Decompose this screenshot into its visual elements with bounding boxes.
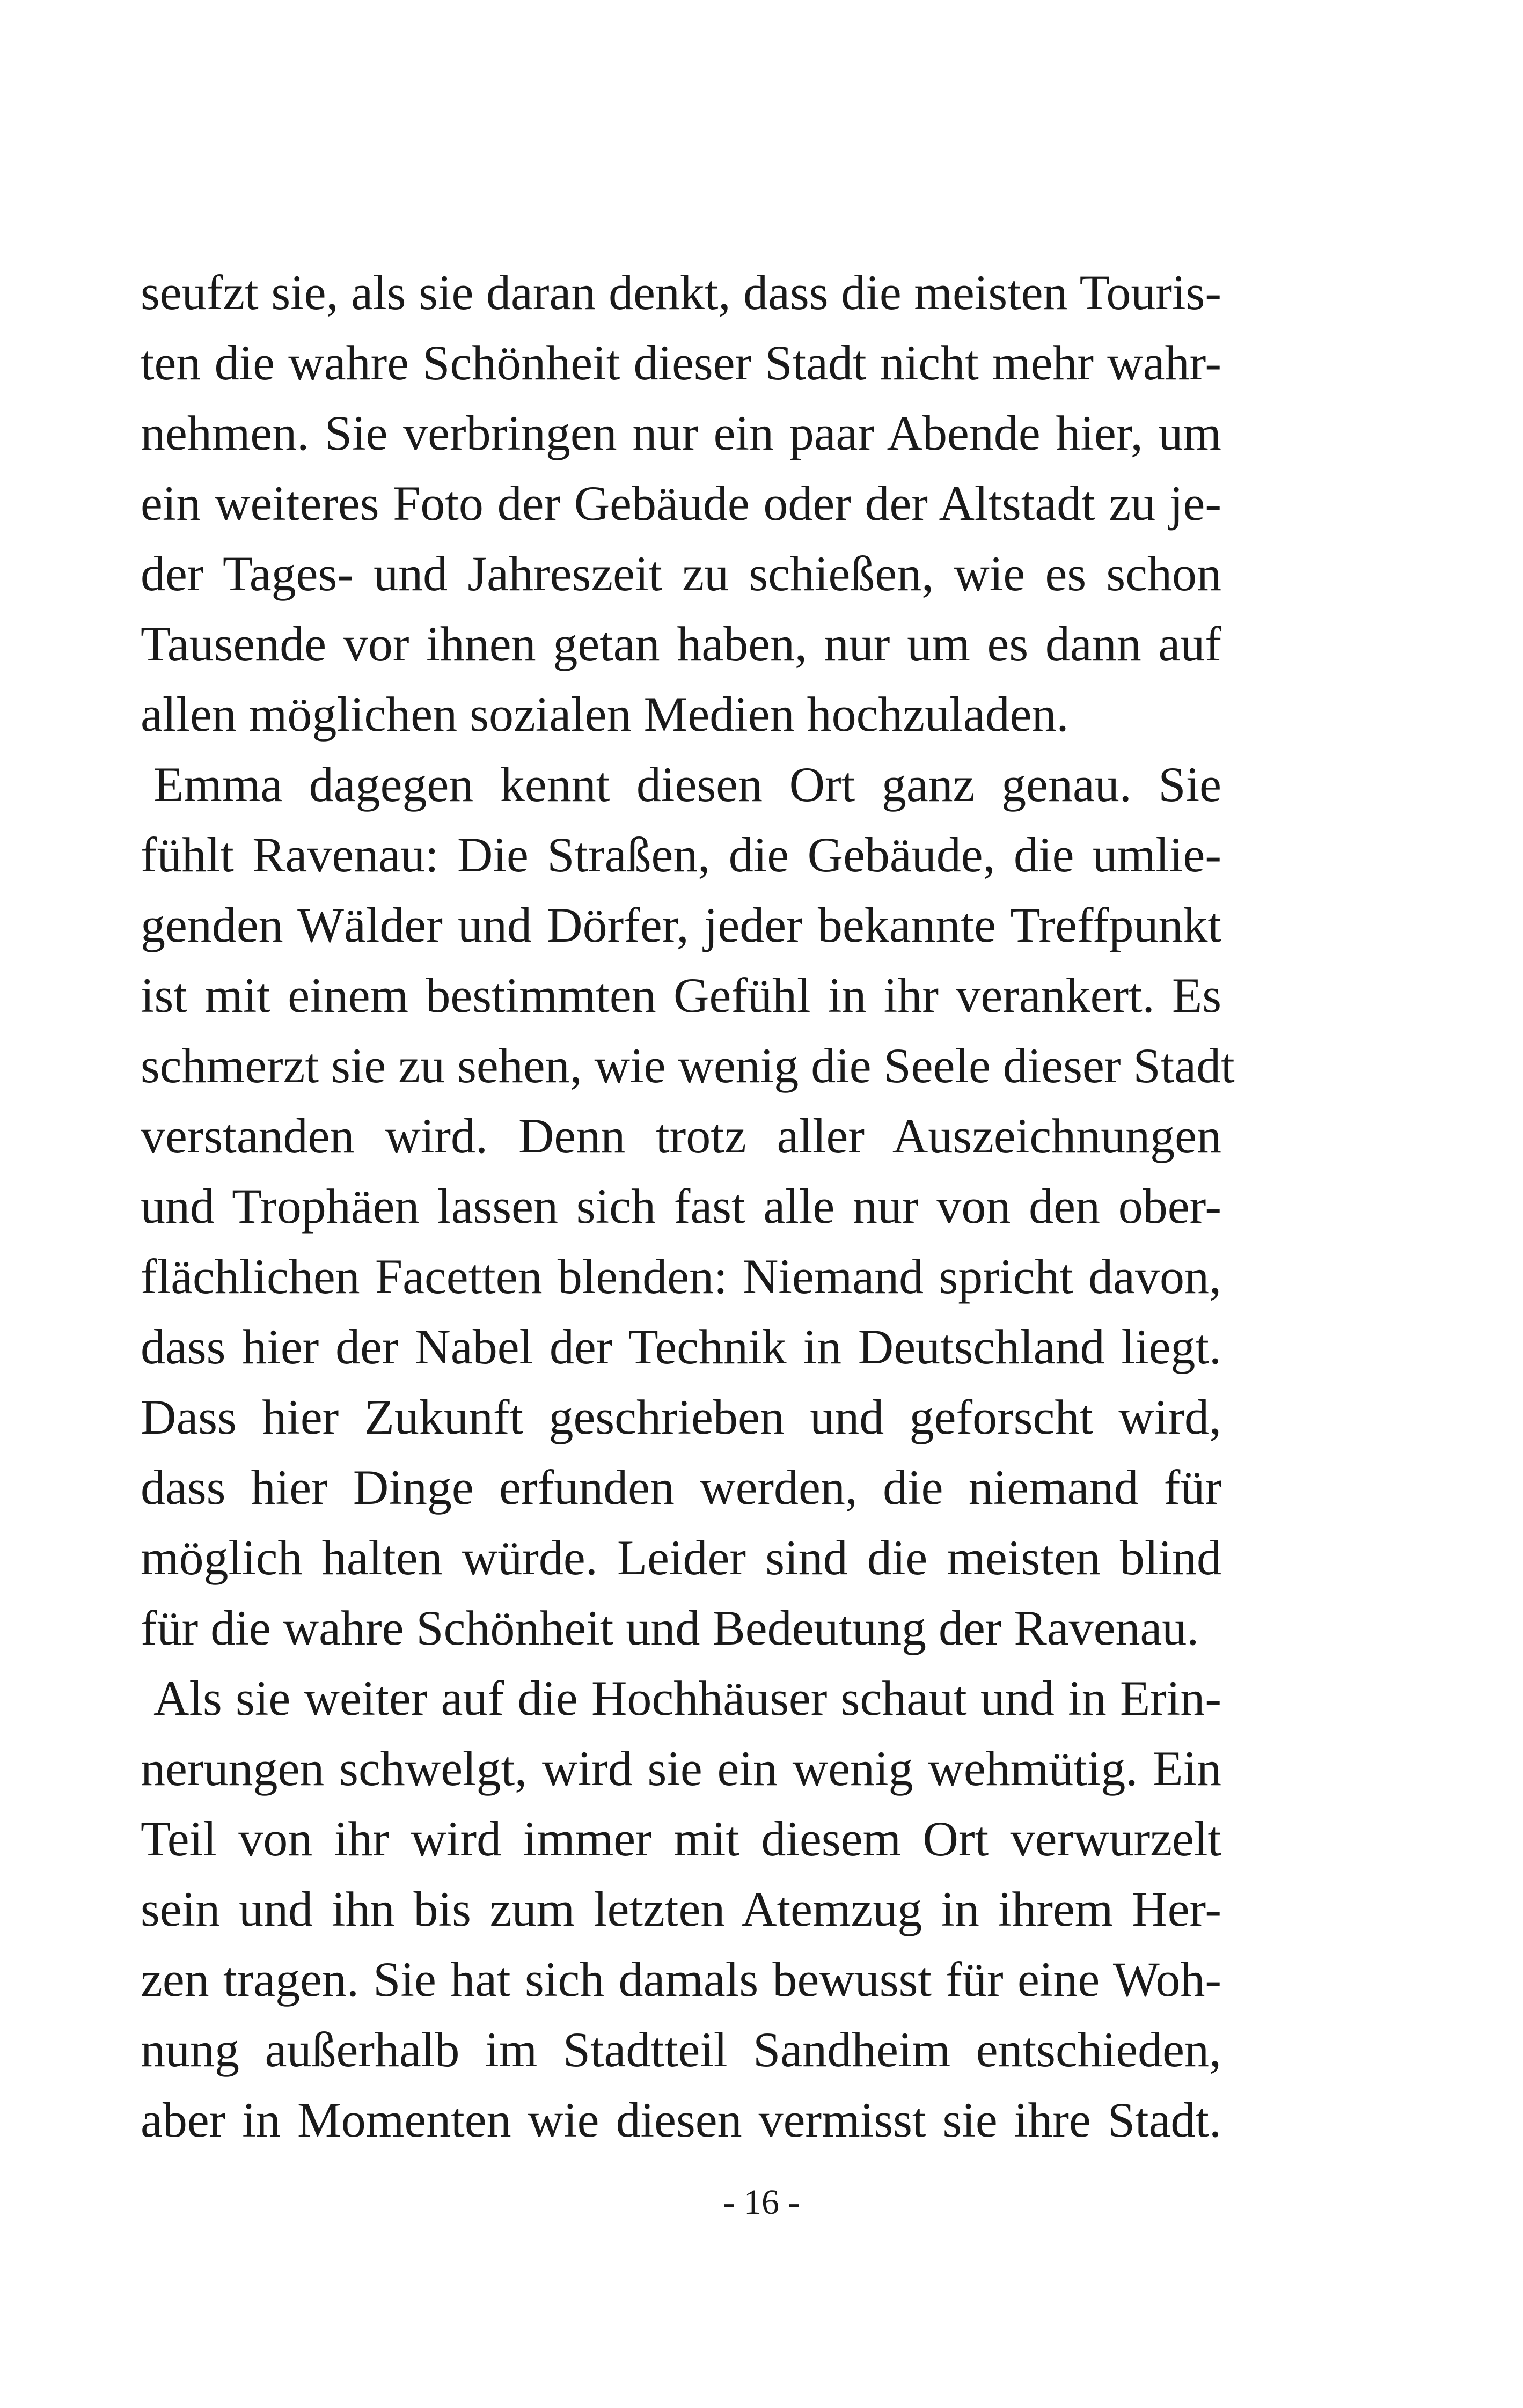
text-line: möglich halten würde. Leider sind die meisten blind <box>141 1530 1221 1585</box>
text-line: dass hier der Nabel der Technik in Deutschland liegt. <box>141 1319 1221 1374</box>
text-line: allen möglichen sozialen Medien hochzuladen. <box>141 687 1069 742</box>
text-line: fühlt Ravenau: Die Straßen, die Gebäude, die umlie- <box>141 827 1221 882</box>
text-line: dass hier Dinge erfunden werden, die niemand für <box>141 1460 1221 1515</box>
text-line: Als sie weiter auf die Hochhäuser schaut und in Erin- <box>153 1671 1221 1726</box>
text-line: für die wahre Schönheit und Bedeutung der Ravenau. <box>141 1601 1199 1655</box>
text-line: Emma dagegen kennt diesen Ort ganz genau. Sie <box>153 757 1221 812</box>
text-line: Tausende vor ihnen getan haben, nur um es dann auf <box>141 616 1221 671</box>
text-line: nerungen schwelgt, wird sie ein wenig wehmütig. Ein <box>141 1741 1221 1796</box>
text-line: nung außerhalb im Stadtteil Sandheim entschieden, <box>141 2022 1221 2077</box>
text-line: ein weiteres Foto der Gebäude oder der Altstadt zu je- <box>141 476 1221 531</box>
text-line: sein und ihn bis zum letzten Atemzug in ihrem Her- <box>141 1882 1221 1936</box>
text-line: verstanden wird. Denn trotz aller Auszeichnungen <box>141 1108 1221 1163</box>
page-number: - 16 - <box>723 2183 800 2222</box>
text-line: ten die wahre Schönheit dieser Stadt nicht mehr wahr- <box>141 335 1221 390</box>
text-line: schmerzt sie zu sehen, wie wenig die Seele dieser Stadt <box>141 1038 1235 1093</box>
text-line: aber in Momenten wie diesen vermisst sie ihre Stadt. <box>141 2093 1221 2147</box>
text-line: der Tages- und Jahreszeit zu schießen, wie es schon <box>141 546 1221 601</box>
text-line: und Trophäen lassen sich fast alle nur von den ober- <box>141 1179 1221 1234</box>
text-line: ist mit einem bestimmten Gefühl in ihr verankert. Es <box>141 968 1221 1023</box>
text-line: genden Wälder und Dörfer, jeder bekannte Treffpunkt <box>141 898 1221 952</box>
text-line: Dass hier Zukunft geschrieben und geforscht wird, <box>141 1390 1221 1444</box>
text-line: zen tragen. Sie hat sich damals bewusst für eine Woh- <box>141 1952 1221 2007</box>
text-line: seufzt sie, als sie daran denkt, dass die meisten Touris- <box>141 265 1221 320</box>
text-line: nehmen. Sie verbringen nur ein paar Abende hier, um <box>141 406 1221 460</box>
text-line: flächlichen Facetten blenden: Niemand spricht davon, <box>141 1249 1221 1304</box>
text-line: Teil von ihr wird immer mit diesem Ort verwurzelt <box>141 1811 1221 1866</box>
